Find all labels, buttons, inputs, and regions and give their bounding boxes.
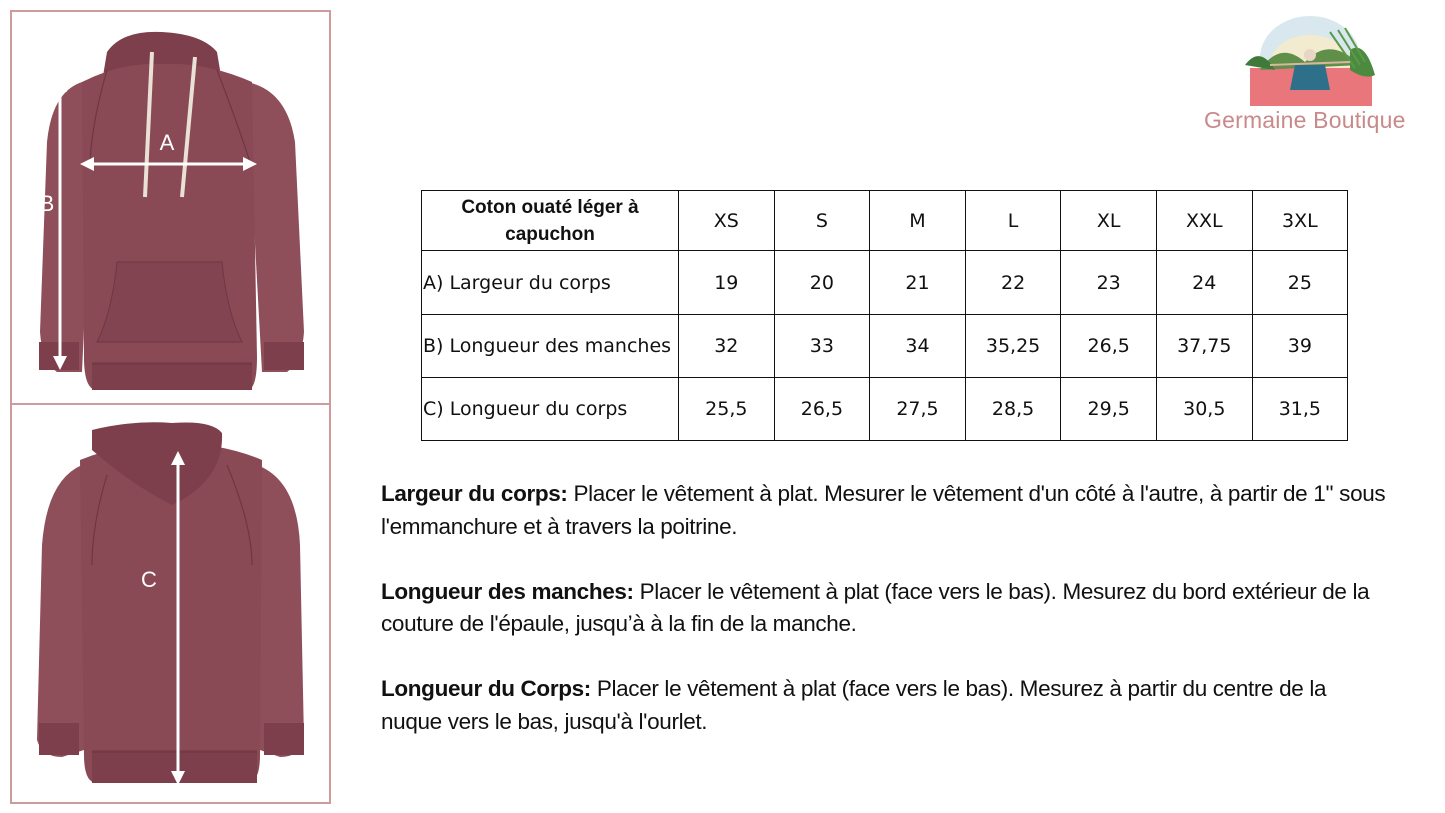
table-cell: 32 xyxy=(679,315,775,378)
table-cell: 26,5 xyxy=(774,378,870,441)
table-cell: 37,75 xyxy=(1156,315,1252,378)
size-header-s: S xyxy=(774,191,870,251)
hoodie-back-illustration xyxy=(12,405,329,802)
table-title: Coton ouaté léger à capuchon xyxy=(422,191,679,251)
size-header-3xl: 3XL xyxy=(1252,191,1348,251)
table-cell: 20 xyxy=(774,251,870,315)
size-header-m: M xyxy=(870,191,966,251)
table-row xyxy=(422,251,1348,315)
table-cell: 24 xyxy=(1156,251,1252,315)
table-cell: 25 xyxy=(1252,251,1348,315)
logo-illustration xyxy=(1240,10,1380,110)
size-header-xl: XL xyxy=(1061,191,1157,251)
table-cell: 23 xyxy=(1061,251,1157,315)
instruction-body-length xyxy=(381,673,1391,738)
table-row xyxy=(422,378,1348,441)
hoodie-back-photo xyxy=(10,403,331,804)
instruction-term: Longueur du Corps: xyxy=(381,676,591,701)
table-cell: 39 xyxy=(1252,315,1348,378)
table-cell: 29,5 xyxy=(1061,378,1157,441)
measurement-instructions xyxy=(381,478,1391,771)
instruction-term: Largeur du corps: xyxy=(381,481,568,506)
table-cell: 25,5 xyxy=(679,378,775,441)
table-cell: 28,5 xyxy=(965,378,1061,441)
brand-name: Germaine Boutique xyxy=(1204,107,1406,133)
table-cell: 19 xyxy=(679,251,775,315)
size-chart-table xyxy=(421,190,1348,441)
measure-label-c: C xyxy=(141,567,157,592)
instruction-text: Placer le vêtement à plat (face vers le bas). Mesurez à partir du centre de la nuque vers le bas, jusqu'à l'ourlet. xyxy=(381,676,1327,734)
table-row xyxy=(422,315,1348,378)
instruction-term: Longueur des manches: xyxy=(381,578,634,604)
row-label: C) Longueur du corps xyxy=(422,378,679,441)
table-cell: 21 xyxy=(870,251,966,315)
brand-logo xyxy=(1200,10,1425,140)
measure-label-b: B xyxy=(39,191,55,216)
table-cell: 35,25 xyxy=(965,315,1061,378)
row-label: A) Largeur du corps xyxy=(422,251,679,315)
table-cell: 27,5 xyxy=(870,378,966,441)
instruction-sleeve-length xyxy=(381,576,1391,641)
row-label: B) Longueur des manches xyxy=(422,315,679,378)
table-cell: 33 xyxy=(774,315,870,378)
hoodie-front-photo xyxy=(10,10,331,405)
instruction-text: Placer le vêtement à plat (face vers le bas). Mesurez du bord extérieur de la couture de l'épaule, jusqu’à à la fin de la manche. xyxy=(381,578,1370,636)
measure-label-a: A xyxy=(159,130,175,155)
size-header-xs: XS xyxy=(679,191,775,251)
instruction-text: Placer le vêtement à plat. Mesurer le vêtement d'un côté à l'autre, à partir de 1'' sous l'emmanchure et à travers la poitrine. xyxy=(381,481,1386,539)
table-cell: 34 xyxy=(870,315,966,378)
table-cell: 22 xyxy=(965,251,1061,315)
size-header-xxl: XXL xyxy=(1156,191,1252,251)
hoodie-front-illustration xyxy=(12,12,329,403)
table-cell: 26,5 xyxy=(1061,315,1157,378)
table-header-row xyxy=(422,191,1348,251)
size-header-l: L xyxy=(965,191,1061,251)
table-cell: 31,5 xyxy=(1252,378,1348,441)
instruction-body-width xyxy=(381,478,1391,543)
table-cell: 30,5 xyxy=(1156,378,1252,441)
